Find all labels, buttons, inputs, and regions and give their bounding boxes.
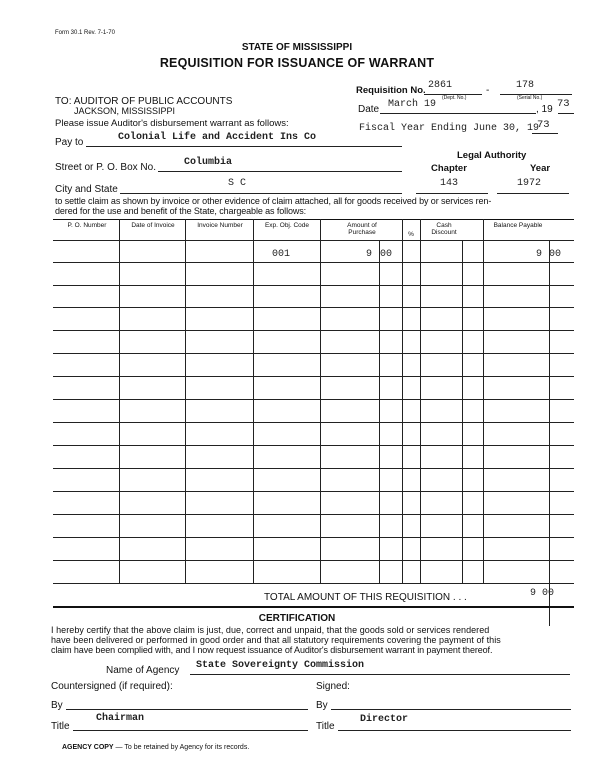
row1-balance-dollars[interactable]: 9 xyxy=(536,249,543,260)
col-divider xyxy=(320,219,321,583)
row1-balance-cents[interactable]: 00 xyxy=(549,249,562,260)
to-line-2: JACKSON, MISSISSIPPI xyxy=(74,106,176,116)
table-row-rule xyxy=(53,468,574,469)
table-row-rule xyxy=(53,514,574,515)
form-code: Form 30.1 Rev. 7-1-70 xyxy=(55,30,115,36)
by-left-line xyxy=(66,709,308,710)
row1-amount-dollars[interactable]: 9 xyxy=(366,249,373,260)
date-year-value[interactable]: 73 xyxy=(557,98,570,110)
table-row-rule xyxy=(53,422,574,423)
date-line xyxy=(380,113,536,114)
title-left-line xyxy=(73,730,308,731)
by-left-label: By xyxy=(51,700,63,711)
fiscal-year-line xyxy=(532,133,558,134)
date-label: Date xyxy=(358,104,380,115)
serial-caption: (Serial No.) xyxy=(517,95,543,101)
col-divider xyxy=(119,219,120,583)
signed-label: Signed: xyxy=(316,681,350,692)
certification-line-1: I hereby certify that the above claim is just, due, correct and unpaid, that the goods sold or services rendered xyxy=(51,625,490,635)
table-row-rule xyxy=(53,307,574,308)
title-left-label: Title xyxy=(51,721,70,732)
pay-to-value[interactable]: Colonial Life and Accident Ins Co xyxy=(118,132,317,143)
table-top-rule xyxy=(53,219,574,220)
table-row-rule xyxy=(53,560,574,561)
total-label: TOTAL AMOUNT OF THIS REQUISITION . . . xyxy=(264,592,467,603)
col-divider xyxy=(462,240,463,583)
col-header-po: P. O. Number xyxy=(67,222,107,229)
table-row-rule xyxy=(53,445,574,446)
col-header-cash-discount: Cash Discount xyxy=(431,222,457,236)
chapter-value[interactable]: 143 xyxy=(440,178,459,189)
date-year-line xyxy=(558,113,574,114)
legal-authority-label: Legal Authority xyxy=(457,150,527,161)
street-label: Street or P. O. Box No. xyxy=(55,162,156,173)
col-divider xyxy=(185,219,186,583)
col-divider xyxy=(483,219,484,583)
table-row-rule xyxy=(53,262,574,263)
table-row-rule xyxy=(53,376,574,377)
fiscal-year-value[interactable]: 73 xyxy=(537,119,550,131)
footer-rest: — To be retained by Agency for its records. xyxy=(113,744,250,751)
table-row-rule xyxy=(53,537,574,538)
title-main: REQUISITION FOR ISSUANCE OF WARRANT xyxy=(159,56,435,70)
pay-to-label: Pay to xyxy=(55,137,84,148)
title-right-value[interactable]: Director xyxy=(360,714,409,725)
legal-year-line xyxy=(497,193,569,194)
col-header-pct: % xyxy=(408,231,414,238)
serial-no-value[interactable]: 178 xyxy=(516,80,535,91)
title-right-label: Title xyxy=(316,721,335,732)
title-state: STATE OF MISSISSIPPI xyxy=(241,42,353,53)
col-divider xyxy=(402,219,403,583)
year-label: Year xyxy=(530,163,551,174)
requisition-dash: - xyxy=(486,85,490,96)
fiscal-year-label: Fiscal Year Ending June 30, 19 xyxy=(359,123,540,134)
pay-to-line xyxy=(86,146,402,147)
col-divider xyxy=(253,219,254,583)
title-left-value[interactable]: Chairman xyxy=(96,713,145,724)
col-header-amount: Amount of Purchase xyxy=(347,222,377,236)
date-value[interactable]: March 19 xyxy=(388,99,437,110)
street-value[interactable]: Columbia xyxy=(184,157,233,168)
row1-amount-cents[interactable]: 00 xyxy=(380,249,393,260)
street-line xyxy=(158,171,402,172)
city-line xyxy=(120,193,402,194)
certification-heading: CERTIFICATION xyxy=(258,613,336,624)
footer-note xyxy=(62,744,249,751)
footer-bold: AGENCY COPY xyxy=(62,744,114,751)
total-underline xyxy=(53,606,574,608)
col-divider xyxy=(379,240,380,583)
table-row-rule xyxy=(53,491,574,492)
to-line-1: TO: AUDITOR OF PUBLIC ACCOUNTS xyxy=(55,96,233,107)
by-right-line xyxy=(331,709,571,710)
please-issue-text: Please issue Auditor's disbursement warrant as follows: xyxy=(55,118,289,129)
countersigned-label: Countersigned (if required): xyxy=(51,681,173,692)
legal-year-value[interactable]: 1972 xyxy=(517,178,542,189)
col-divider xyxy=(549,240,550,626)
table-row-rule xyxy=(53,353,574,354)
requisition-label: Requisition No. xyxy=(356,85,426,96)
table-header-rule xyxy=(53,240,574,241)
city-value[interactable]: S C xyxy=(228,178,247,189)
row1-exp-obj-code[interactable]: 001 xyxy=(272,249,291,260)
col-header-invoice-number: Invoice Number xyxy=(197,222,243,229)
certification-line-3: claim have been complied with, and I now request issuance of Auditor's disbursement warrant in payment thereof. xyxy=(51,645,493,655)
chapter-line xyxy=(416,193,488,194)
city-label: City and State xyxy=(55,184,118,195)
col-divider xyxy=(420,219,421,583)
table-bottom-rule xyxy=(53,583,574,584)
agency-line xyxy=(190,674,570,675)
table-row-rule xyxy=(53,330,574,331)
chapter-label: Chapter xyxy=(431,163,467,174)
certification-line-2: have been delivered or performed in good order and that all statutory requirements covering the payment of this xyxy=(51,635,501,645)
dept-no-value[interactable]: 2861 xyxy=(428,80,453,91)
settle-text-2: dered for the use and benefit of the State, chargeable as follows: xyxy=(55,206,307,216)
col-header-balance: Balance Payable xyxy=(493,222,543,229)
col-header-exp-obj-code: Exp. Obj. Code xyxy=(264,222,310,229)
title-right-line xyxy=(338,730,571,731)
agency-label: Name of Agency xyxy=(106,665,180,676)
table-row-rule xyxy=(53,285,574,286)
agency-value[interactable]: State Sovereignty Commission xyxy=(196,660,365,671)
total-cents[interactable]: 00 xyxy=(542,588,555,599)
settle-text-1: to settle claim as shown by invoice or other evidence of claim attached, all for goods received by or services ren- xyxy=(55,196,492,206)
date-year-prefix: , 19 xyxy=(536,104,553,115)
by-right-label: By xyxy=(316,700,328,711)
col-header-date-of-invoice: Date of Invoice xyxy=(131,222,175,229)
total-dollars[interactable]: 9 xyxy=(530,588,537,599)
dept-caption: (Dept. No.) xyxy=(442,95,467,101)
table-row-rule xyxy=(53,399,574,400)
